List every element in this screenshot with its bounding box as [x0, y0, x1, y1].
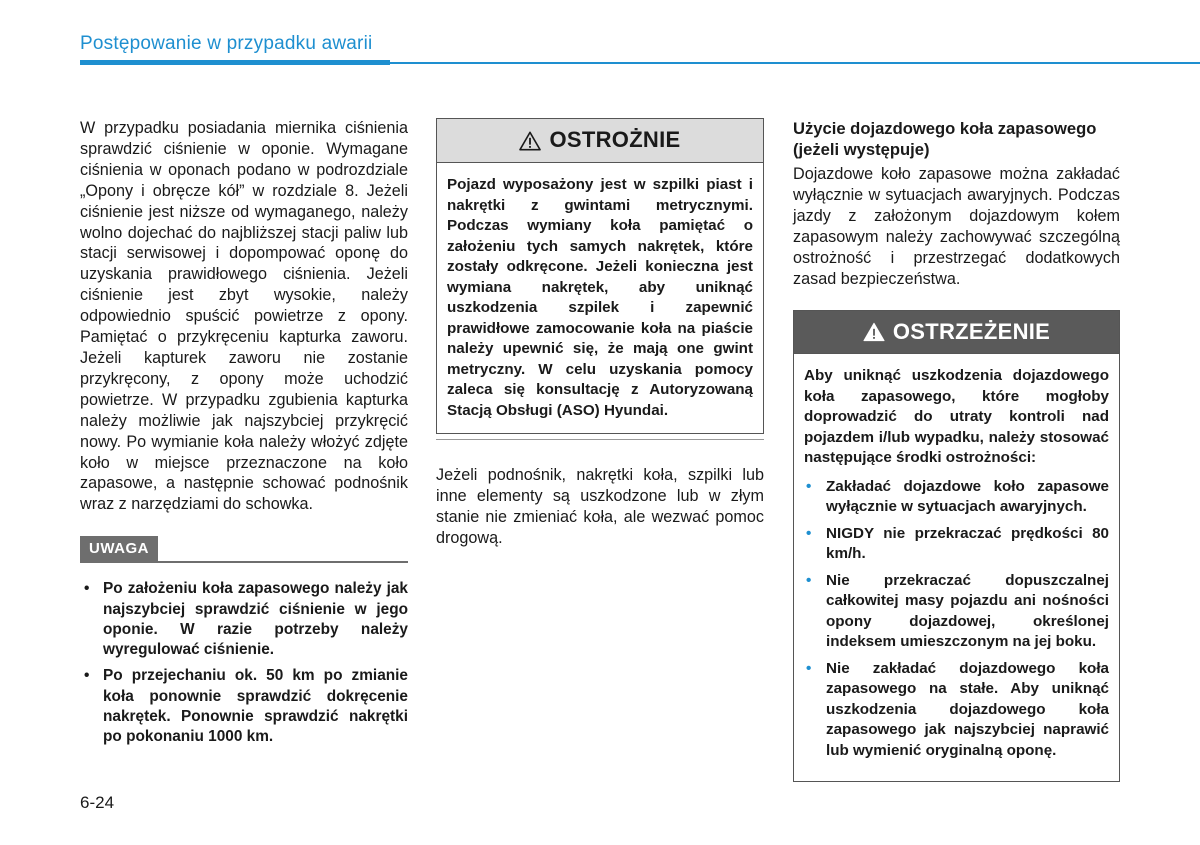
warning-item: • Nie zakładać dojazdowego koła zapasowego na stałe. Aby uniknąć uszkodzenia dojazdowego koła zapasowego jak najszybciej naprawić lub wymienić oryginalną oponę.	[804, 659, 1109, 762]
note-badge: UWAGA	[80, 536, 158, 561]
section-title: Postępowanie w przypadku awarii	[80, 33, 373, 54]
warning-item: • NIGDY nie przekraczać prędkości 80 km/h.	[804, 524, 1109, 565]
left-column	[80, 118, 408, 754]
header-rule-thin	[390, 62, 1200, 64]
warning-triangle-icon	[519, 131, 541, 151]
warning-header	[794, 311, 1119, 354]
caution-title: OSTROŻNIE	[549, 127, 681, 153]
warning-body	[794, 354, 1119, 781]
warning-item: • Nie przekraczać dopuszczalnej całkowitej masy pojazdu ani nośności opony dojazdowej, określonej indeksem umieszczonym na jej boku.	[804, 571, 1109, 653]
warning-item: • Zakładać dojazdowe koło zapasowe wyłącznie w sytuacjach awaryjnych.	[804, 477, 1109, 518]
note-item: • Po przejechaniu ok. 50 km po zmianie koła ponownie sprawdzić dokręcenie nakrętek. Ponownie sprawdzić nakrętki po pokonaniu 1000 km.	[80, 666, 408, 747]
damaged-tools-paragraph: Jeżeli podnośnik, nakrętki koła, szpilki lub inne elementy są uszkodzone lub w złym stanie nie zmieniać koła, ale wezwać pomoc drogową.	[436, 466, 764, 547]
spare-wheel-paragraph: Dojazdowe koło zapasowe można zakładać wyłącznie w sytuacjach awaryjnych. Podczas jazdy z założonym dojazdowym kołem zapasowym należy zachowywać szczególną ostrożność i przestrzegać dodatkowych zasad bezpieczeństwa.	[793, 165, 1120, 288]
caution-header	[437, 119, 763, 163]
note-item: • Po założeniu koła zapasowego należy jak najszybciej sprawdzić ciśnienie w jego oponie. W razie potrzeby należy wyregulować ciśnienie.	[80, 579, 408, 660]
warning-title: OSTRZEŻENIE	[892, 318, 1051, 344]
spare-wheel-heading: Użycie dojazdowego koła zapasowego (jeżeli występuje)	[793, 119, 1097, 159]
tire-pressure-paragraph: W przypadku posiadania miernika ciśnienia sprawdzić ciśnienie w oponie. Wymagane ciśnienia w oponach podano w podrozdziale „Opony i obręcze kół” w rozdziale 8. Jeżeli ciśnienie jest niższe od wymaganego, należy wolno dojechać do najbliższej stacji paliw lub stacji serwisowej i dopompować oponę do uzyskania prawidłowego ciśnienia. Jeżeli ciśnienie jest zbyt wysokie, należy odpowiednio spuścić powietrze z opony. Pamiętać o przykręceniu kapturka zaworu. Jeżeli kapturek zaworu nie zostanie przykręcony, z opony może uchodzić powietrze. W przypadku zgubienia kapturka należy możliwie jak najszybciej przykręcić nowy. Po wymianie koła należy włożyć zdjęte koło w miejsce przeznaczone na koło zapasowe, a następnie schować podnośnik wraz z narzędziami do schowka.	[80, 119, 408, 514]
note-rule	[80, 561, 408, 563]
warning-list	[804, 477, 1109, 762]
warning-triangle-icon	[863, 322, 885, 342]
warning-lead: Aby uniknąć uszkodzenia dojazdowego koła zapasowego, które mogłoby doprowadzić do utraty kontroli nad pojazdem i/lub wypadku, należy stosować następujące środki ostrożności:	[804, 367, 1109, 467]
warning-box	[793, 310, 1120, 782]
note-list	[80, 579, 408, 747]
header-rule-thick	[80, 60, 390, 65]
caution-box	[436, 118, 764, 434]
right-column	[793, 118, 1120, 782]
page-number: 6-24	[80, 793, 115, 812]
divider	[436, 439, 764, 440]
caution-text: Pojazd wyposażony jest w szpilki piast i nakrętki z gwintami metrycznymi. Podczas wymiany koła pamiętać o założeniu tych samych nakrętek, które zostały odkręcone. Jeżeli konieczna jest wymiana nakrętek, aby uniknąć uszkodzenia szpilek i zapewnić prawidłowe zamocowanie koła na piaście należy upewnić się, że mają one gwint metryczny. W celu uzyskania pomocy zaleca się konsultację z Autoryzowaną Stacją Obsługi (ASO) Hyundai.	[447, 176, 753, 419]
middle-column	[436, 118, 764, 549]
